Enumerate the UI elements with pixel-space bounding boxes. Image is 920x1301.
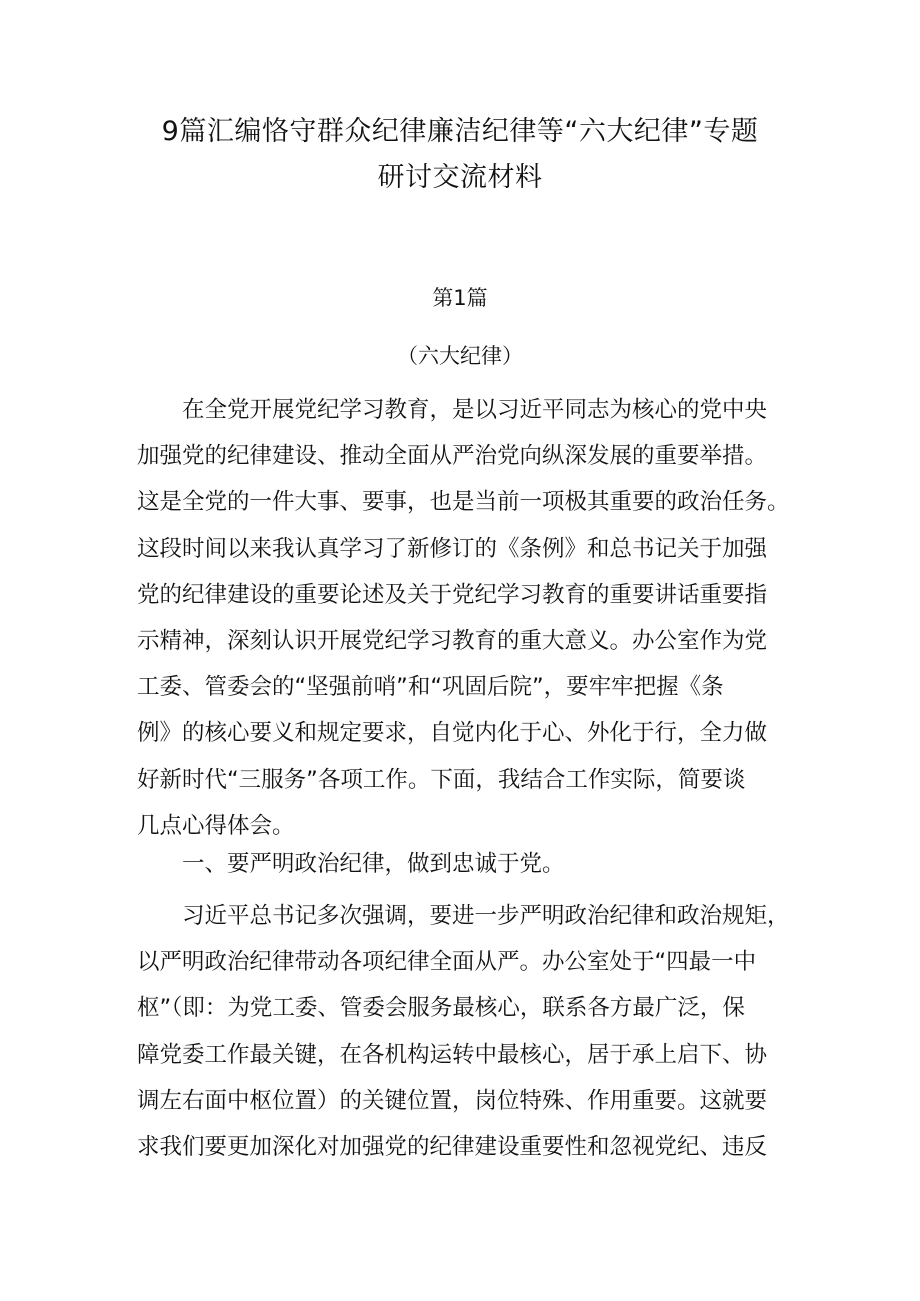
paragraph-line: 在全党开展党纪学习教育，是以习近平同志为核心的党中央 — [182, 397, 768, 423]
paragraph-line: 工委、管委会的“坚强前哨”和“巩固后院”，要牢牢把握《条 — [137, 674, 724, 701]
chapter-subtitle: （六大纪律） — [397, 344, 523, 368]
document-title — [100, 109, 820, 201]
paragraph-line: 求我们要更加深化对加强党的纪律建设重要性和忽视党纪、违反 — [137, 1134, 768, 1161]
paragraph-line: 加强党的纪律建设、推动全面从严治党向纵深发展的重要举措。 — [137, 443, 768, 470]
title-line: 研讨交流材料 — [377, 162, 543, 193]
paragraph-line: 几点心得体会。 — [137, 812, 295, 839]
section-heading: 一、要严明政治纪律，做到忠诚于党。 — [182, 851, 565, 877]
paragraph-line: 枢”（即：为党工委、管委会服务最核心，联系各方最广泛，保 — [137, 995, 745, 1022]
paragraph-line: 好新时代“三服务”各项工作。下面，我结合工作实际，简要谈 — [137, 766, 746, 793]
paragraph-line: 习近平总书记多次强调，要进一步严明政治纪律和政治规矩， — [182, 903, 790, 929]
paragraph-line: 障党委工作最关键，在各机构运转中最核心，居于承上启下、协 — [137, 1041, 768, 1068]
paragraph-line: 以严明政治纪律带动各项纪律全面从严。办公室处于“四最一中 — [137, 949, 757, 976]
paragraph-line: 调左右面中枢位置）的关键位置，岗位特殊、作用重要。这就要 — [137, 1087, 768, 1114]
section-paragraph — [137, 893, 797, 1170]
paragraph-line: 例》的核心要义和规定要求，自觉内化于心、外化于行，全力做 — [137, 720, 768, 747]
chapter-heading: 第1篇 — [432, 286, 488, 310]
intro-paragraph — [137, 387, 797, 849]
title-line: 9篇汇编恪守群众纪律廉洁纪律等“六大纪律”专题 — [161, 116, 759, 147]
paragraph-line: 这段时间以来我认真学习了新修订的《条例》和总书记关于加强 — [137, 535, 768, 562]
paragraph-line: 党的纪律建设的重要论述及关于党纪学习教育的重要讲话重要指 — [137, 581, 768, 608]
paragraph-line: 这是全党的一件大事、要事，也是当前一项极其重要的政治任务。 — [137, 489, 790, 516]
paragraph-line: 示精神，深刻认识开展党纪学习教育的重大意义。办公室作为党 — [137, 628, 768, 655]
